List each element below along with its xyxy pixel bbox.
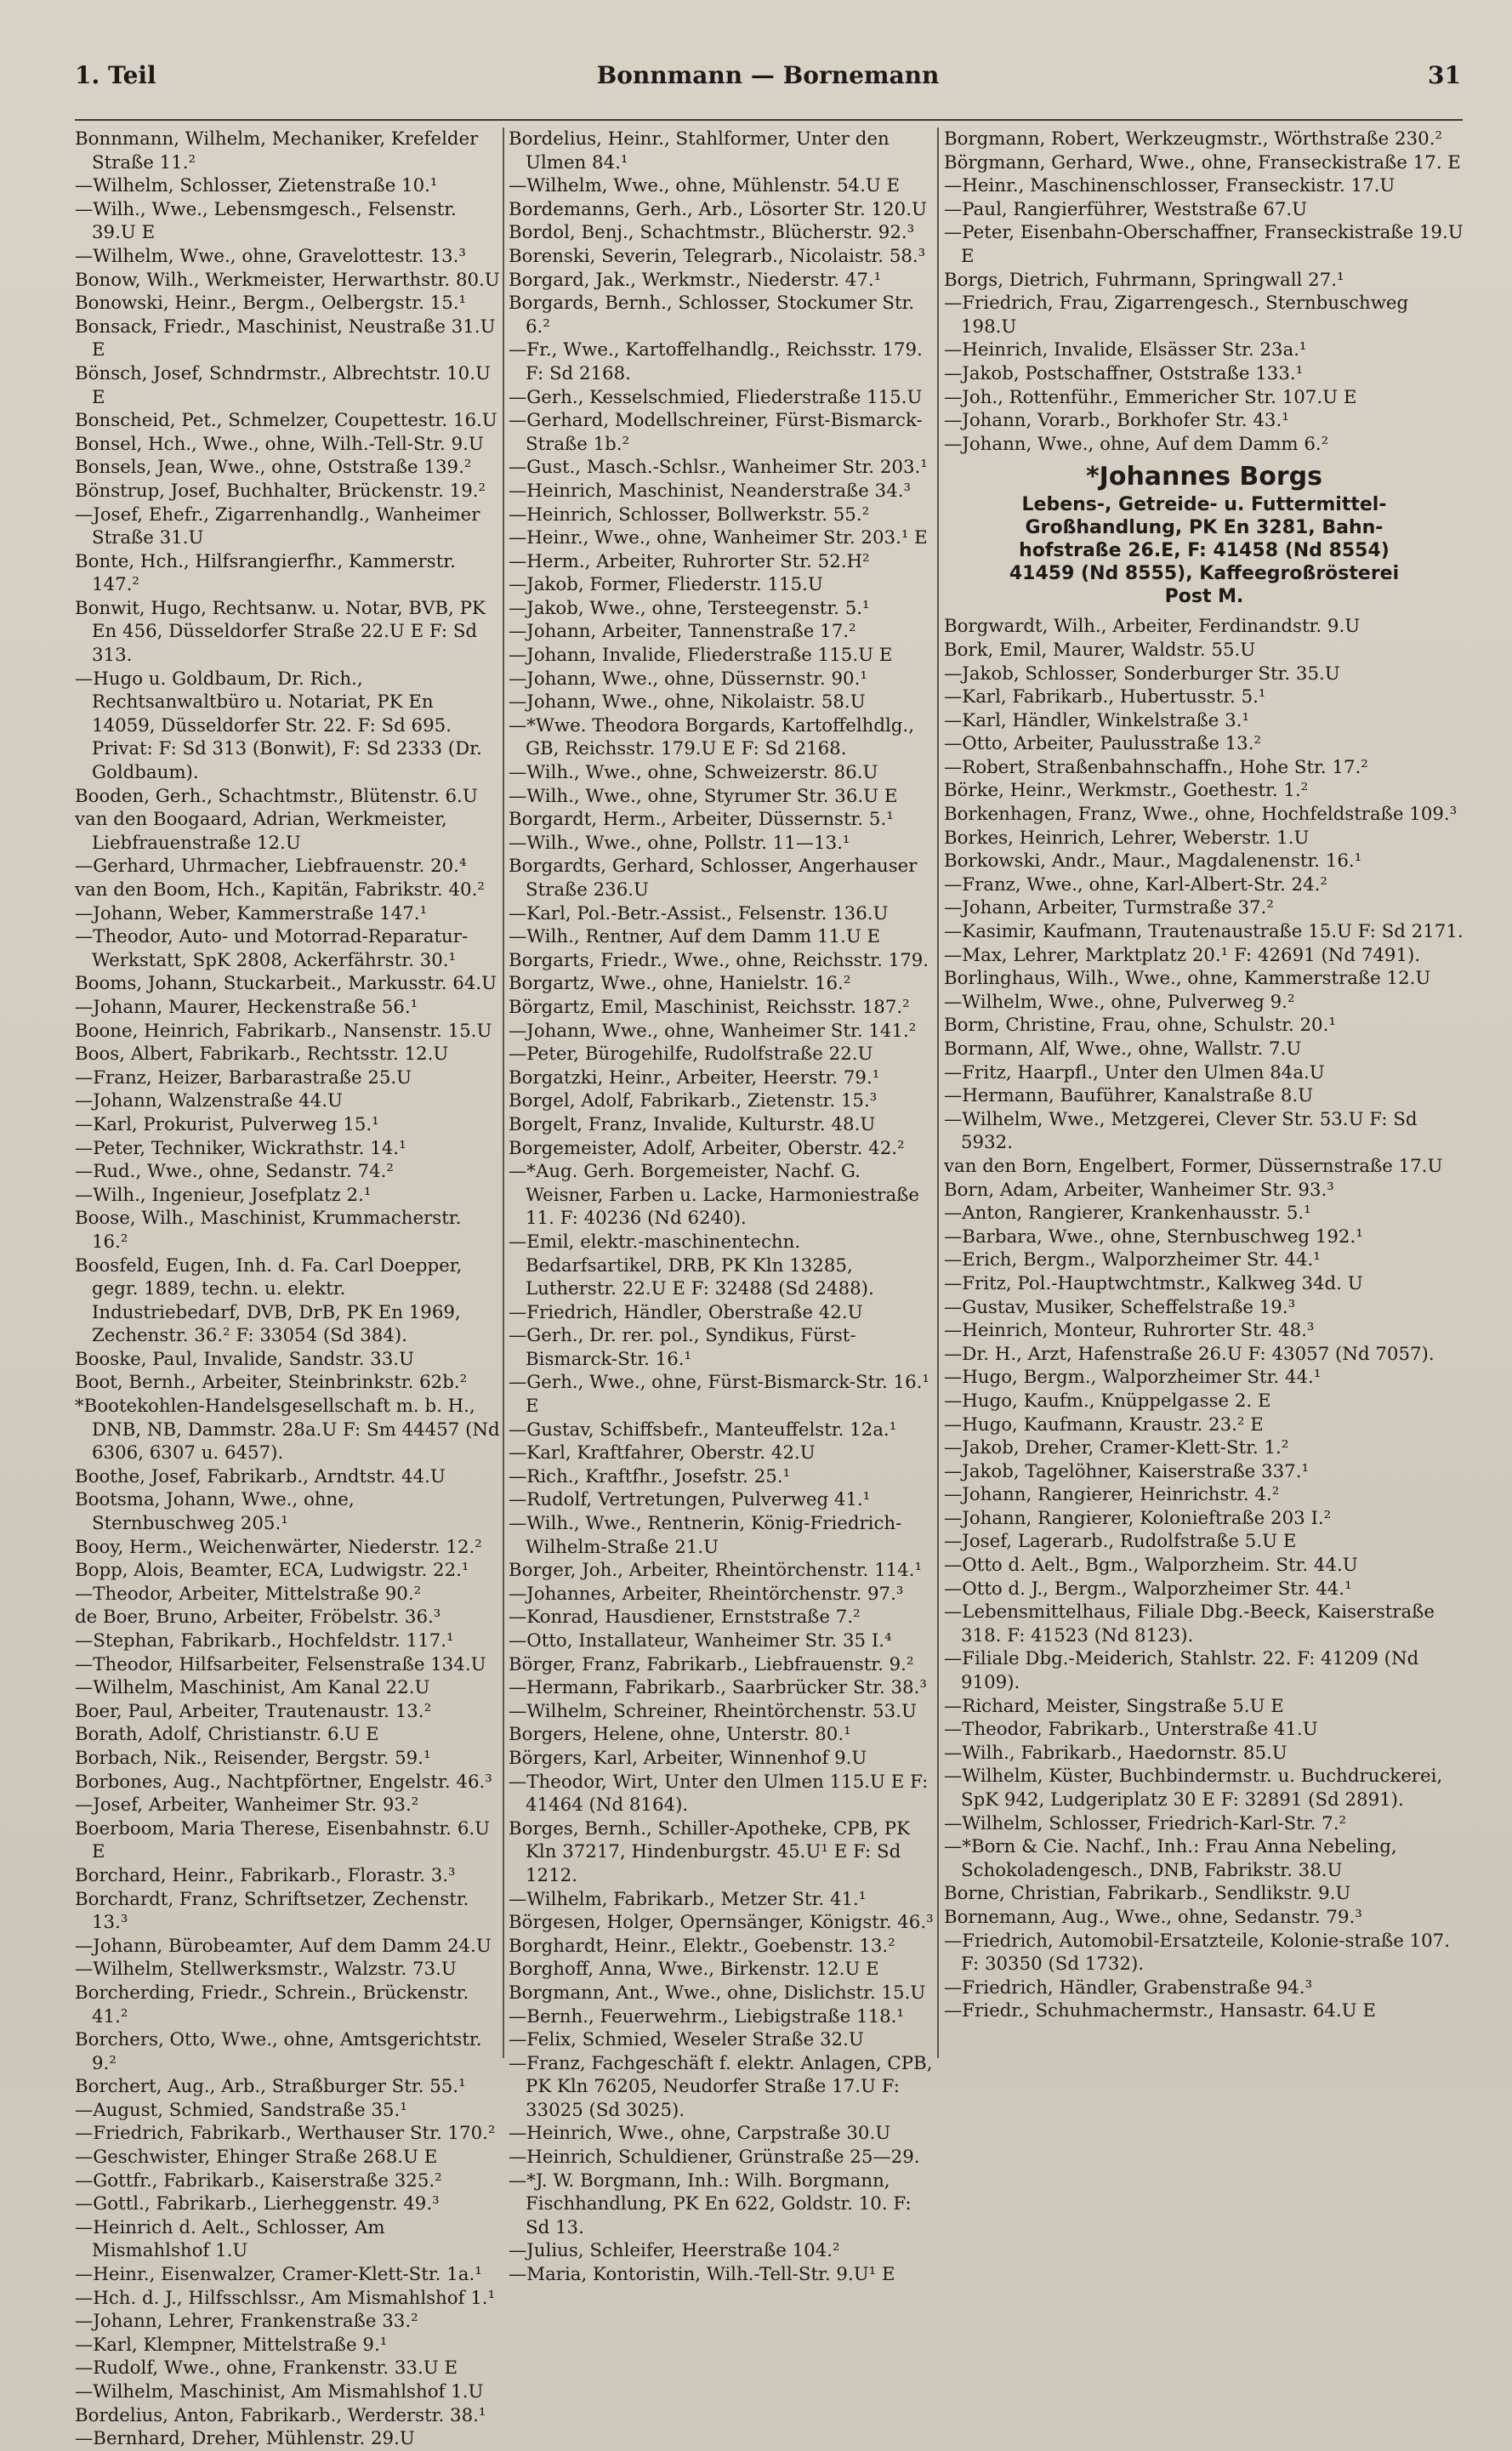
directory-entry: —Bernh., Feuerwehrm., Liebigstraße 118.¹	[509, 2005, 904, 2027]
directory-entry: —Theodor, Hilfsarbeiter, Felsenstraße 134.U	[75, 1653, 486, 1675]
directory-entry: —Franz, Heizer, Barbarastraße 25.U	[75, 1066, 412, 1089]
directory-entry: —Friedrich, Frau, Zigarrengesch., Sternbuschweg 198.U	[944, 293, 1409, 338]
directory-entry: —Wilh., Ingenieur, Josefplatz 2.¹	[75, 1184, 372, 1206]
directory-entry: Bordelius, Heinr., Stahlformer, Unter den Ulmen 84.¹	[509, 128, 890, 173]
page-title: Bonnmann — Bornemann	[596, 61, 940, 89]
directory-entry: —Peter, Eisenbahn-Oberschaffner, Franseckistraße 19.U E	[944, 222, 1464, 267]
directory-entry: —Johann, Wwe., ohne, Wanheimer Str. 141.²	[509, 1020, 917, 1042]
directory-entry: —Maria, Kontoristin, Wilh.-Tell-Str. 9.U¹ E	[509, 2264, 895, 2286]
directory-entry: van den Born, Engelbert, Former, Düssernstraße 17.U	[944, 1155, 1443, 1177]
ad-line: Lebens-, Getreide- u. Futtermittel-	[1021, 494, 1387, 516]
directory-entry: Bormann, Alf, Wwe., ohne, Wallstr. 7.U	[944, 1038, 1302, 1060]
directory-entry: —Fr., Wwe., Kartoffelhandlg., Reichsstr. 179. F: Sd 2168.	[509, 339, 923, 384]
directory-entry: Borgers, Helene, ohne, Unterstr. 80.¹	[509, 1724, 851, 1746]
directory-entry: Borlinghaus, Wilh., Wwe., ohne, Kammerstraße 12.U	[944, 968, 1431, 990]
directory-entry: —Peter, Techniker, Wickrathstr. 14.¹	[75, 1137, 406, 1159]
directory-entry: —Johann, Wwe., ohne, Düssernstr. 90.¹	[509, 668, 867, 690]
directory-entry: —Stephan, Fabrikarb., Hochfeldstr. 117.¹	[75, 1630, 454, 1652]
directory-entry: Borchard, Heinr., Fabrikarb., Florastr. 3.³	[75, 1864, 456, 1886]
directory-entry: —Gerh., Kesselschmied, Fliederstraße 115.U	[509, 386, 923, 408]
directory-entry: —Rudolf, Wwe., ohne, Frankenstr. 33.U E	[75, 2357, 458, 2380]
directory-entry: —Johann, Bürobeamter, Auf dem Damm 24.U	[75, 1935, 492, 1957]
directory-entry: —Friedrich, Händler, Oberstraße 42.U	[509, 1301, 863, 1323]
column-divider	[937, 128, 939, 2058]
directory-entry: Borger, Joh., Arbeiter, Rheintörchenstr. 114.¹	[509, 1560, 923, 1582]
directory-entry: —Johann, Arbeiter, Tannenstraße 17.²	[509, 621, 856, 643]
directory-entry: —Robert, Straßenbahnschaffn., Hohe Str. 17.²	[944, 756, 1368, 778]
directory-entry: —Anton, Rangierer, Krankenhausstr. 5.¹	[944, 1203, 1311, 1225]
directory-entry: —Heinrich, Schlosser, Bollwerkstr. 55.²	[509, 503, 870, 526]
directory-entry: —*Aug. Gerh. Borgemeister, Nachf. G. Weisner, Farben u. Lacke, Harmoniestraße 11. F: 40236 (Nd 6240).	[509, 1161, 919, 1230]
page-number: 31	[1428, 61, 1461, 89]
directory-entry: Bopp, Alois, Beamter, ECA, Ludwigstr. 22.¹	[75, 1560, 469, 1582]
directory-entry: Borbones, Aug., Nachtpförtner, Engelstr. 46.³	[75, 1771, 492, 1793]
directory-entry: —Wilhelm, Fabrikarb., Metzer Str. 41.¹	[509, 1888, 867, 1910]
directory-entry: Borgmann, Ant., Wwe., ohne, Dislichstr. 15.U	[509, 1982, 926, 2004]
directory-entry: —Hugo, Kaufm., Knüppelgasse 2. E	[944, 1390, 1271, 1412]
directory-entry: Borgard, Jak., Werkmstr., Niederstr. 47.¹	[509, 269, 882, 291]
directory-entry: Boose, Wilh., Maschinist, Krummacherstr. 16.²	[75, 1208, 462, 1253]
directory-entry: Borkenhagen, Franz, Wwe., ohne, Hochfeldstraße 109.³	[944, 804, 1458, 826]
directory-entry: —Theodor, Wirt, Unter den Ulmen 115.U E F: 41464 (Nd 8164).	[509, 1771, 929, 1817]
directory-entry: Borgwardt, Wilh., Arbeiter, Ferdinandstr. 9.U	[944, 616, 1361, 638]
directory-entry: —Karl, Händler, Winkelstraße 3.¹	[944, 709, 1250, 731]
directory-entry: Borgmann, Robert, Werkzeugmstr., Wörthstraße 230.²	[944, 128, 1443, 150]
directory-entry: —Wilh., Wwe., Lebensmgesch., Felsenstr. 39.U E	[75, 198, 457, 244]
directory-entry: —Herm., Arbeiter, Ruhrorter Str. 52.H²	[509, 550, 870, 572]
directory-entry: Borghardt, Heinr., Elektr., Goebenstr. 13.²	[509, 1935, 895, 1957]
directory-entry: Bonowski, Heinr., Bergm., Oelbergstr. 15.¹	[75, 293, 467, 315]
directory-entry: Borgatzki, Heinr., Arbeiter, Heerstr. 79.¹	[509, 1066, 880, 1089]
directory-entry: Börgartz, Emil, Maschinist, Reichsstr. 187.²	[509, 996, 910, 1018]
directory-entry: —Gustav, Schiffsbefr., Manteuffelstr. 12a.¹	[509, 1419, 897, 1441]
directory-entry: —Kasimir, Kaufmann, Trautenaustraße 15.U F: Sd 2171.	[944, 921, 1464, 943]
directory-entry: —Johann, Wwe., ohne, Auf dem Damm 6.²	[944, 433, 1329, 455]
directory-entry: —Theodor, Fabrikarb., Unterstraße 41.U	[944, 1719, 1318, 1741]
directory-entry: —Gottl., Fabrikarb., Lierheggenstr. 49.³	[75, 2193, 440, 2215]
directory-entry: Bork, Emil, Maurer, Waldstr. 55.U	[944, 639, 1256, 661]
directory-entry: —Rudolf, Vertretungen, Pulverweg 41.¹	[509, 1489, 871, 1511]
directory-entry: —Hch. d. J., Hilfsschlssr., Am Mismahlshof 1.¹	[75, 2287, 496, 2309]
directory-entry: —Josef, Ehefr., Zigarrenhandlg., Wanheimer Straße 31.U	[75, 503, 480, 549]
directory-entry: —Heinrich, Invalide, Elsässer Str. 23a.¹	[944, 339, 1307, 361]
directory-entry: —Heinrich, Monteur, Ruhrorter Str. 48.³	[944, 1320, 1315, 1342]
directory-entry: Borne, Christian, Fabrikarb., Sendlikstr. 9.U	[944, 1883, 1351, 1905]
directory-entry: Borgemeister, Adolf, Arbeiter, Oberstr. 42.²	[509, 1137, 905, 1159]
directory-entry: —Julius, Schleifer, Heerstraße 104.²	[509, 2240, 840, 2262]
directory-entry: —Theodor, Auto- und Motorrad-Reparatur-Werkstatt, SpK 2808, Ackerfährstr. 30.¹	[75, 926, 469, 971]
column-divider	[503, 128, 504, 2058]
directory-entry: Bonsels, Jean, Wwe., ohne, Oststraße 139.²	[75, 457, 472, 479]
directory-entry: —Gust., Masch.-Schlsr., Wanheimer Str. 203.¹	[509, 457, 928, 479]
directory-entry: Borkowski, Andr., Maur., Magdalenenstr. 16.¹	[944, 850, 1362, 873]
directory-entry: Boone, Heinrich, Fabrikarb., Nansenstr. 15.U	[75, 1020, 492, 1042]
directory-entry: Borghoff, Anna, Wwe., Birkenstr. 12.U E	[509, 1959, 879, 1981]
directory-entry: Borgarts, Friedr., Wwe., ohne, Reichsstr. 179.	[509, 949, 929, 971]
directory-entry: —Hugo u. Goldbaum, Dr. Rich., Rechtsanwaltbüro u. Notariat, PK En 14059, Düsseldorfer Str. 22. F: Sd 695. Privat: F: Sd 313 (Bonwit), F: Sd 2333 (Dr. Goldbaum).	[75, 668, 482, 784]
directory-entry: —Wilhelm, Maschinist, Am Kanal 22.U	[75, 1677, 430, 1699]
directory-entry: —Johann, Rangierer, Kolonieftraße 203 I.²	[944, 1507, 1332, 1529]
directory-entry: —Otto d. J., Bergm., Walporzheimer Str. 44.¹	[944, 1578, 1352, 1600]
directory-entry: —Heinrich d. Aelt., Schlosser, Am Mismahlshof 1.U	[75, 2216, 385, 2262]
directory-entry: —Johann, Lehrer, Frankenstraße 33.²	[75, 2311, 418, 2333]
directory-entry: Bornemann, Aug., Wwe., ohne, Sedanstr. 79.³	[944, 1906, 1362, 1928]
directory-entry: de Boer, Bruno, Arbeiter, Fröbelstr. 36.³	[75, 1607, 441, 1629]
directory-entry: Borbach, Nik., Reisender, Bergstr. 59.¹	[75, 1747, 431, 1769]
directory-entry: —Paul, Rangierführer, Weststraße 67.U	[944, 198, 1308, 220]
directory-entry: Born, Adam, Arbeiter, Wanheimer Str. 93.³	[944, 1179, 1334, 1201]
directory-entry: —Wilh., Rentner, Auf dem Damm 11.U E	[509, 926, 881, 948]
ad-line: Großhandlung, PK En 3281, Bahn-	[1025, 517, 1384, 539]
column-3-bottom	[944, 615, 1464, 2023]
directory-entry: —Richard, Meister, Singstraße 5.U E	[944, 1695, 1284, 1717]
column-3-top	[944, 128, 1464, 456]
directory-entry: —Fritz, Haarpfl., Unter den Ulmen 84a.U	[944, 1061, 1325, 1083]
directory-entry: —Jakob, Postschaffner, Oststraße 133.¹	[944, 362, 1304, 384]
directory-entry: Boerboom, Maria Therese, Eisenbahnstr. 6.U E	[75, 1817, 491, 1863]
directory-entry: Boot, Bernh., Arbeiter, Steinbrinkstr. 62b.²	[75, 1372, 468, 1394]
directory-entry: —Karl, Fabrikarb., Hubertusstr. 5.¹	[944, 686, 1266, 708]
directory-entry: Bonsel, Hch., Wwe., ohne, Wilh.-Tell-Str. 9.U	[75, 433, 484, 455]
directory-entry: Borchers, Otto, Wwe., ohne, Amtsgerichtstr. 9.²	[75, 2029, 482, 2074]
directory-entry: Bonwit, Hugo, Rechtsanw. u. Notar, BVB, PK En 456, Düsseldorfer Straße 22.U E F: Sd 313.	[75, 597, 486, 667]
directory-entry: —Heinrich, Schuldiener, Grünstraße 25—29.	[509, 2147, 920, 2169]
directory-entry: Borath, Adolf, Christianstr. 6.U E	[75, 1724, 379, 1746]
directory-entry: Boer, Paul, Arbeiter, Trautenaustr. 13.²	[75, 1700, 432, 1722]
directory-entry: Bönstrup, Josef, Buchhalter, Brückenstr. 19.²	[75, 480, 486, 502]
directory-entry: —Bernhard, Dreher, Mühlenstr. 29.U	[75, 2428, 415, 2450]
directory-entry: *Bootekohlen-Handelsgesellschaft m. b. H., DNB, NB, Dammstr. 28a.U F: Sm 44457 (Nd 6306, 6307 u. 6457).	[75, 1396, 500, 1464]
directory-entry: —Gerhard, Uhrmacher, Liebfrauenstr. 20.⁴	[75, 856, 467, 878]
directory-entry: Bonnmann, Wilhelm, Mechaniker, Krefelder Straße 11.²	[75, 128, 479, 173]
directory-entry: —Wilhelm, Küster, Buchbindermstr. u. Buchdruckerei, SpK 942, Ludgeriplatz 30 E F: 32891 (Sd 2891).	[944, 1766, 1443, 1811]
directory-entry: —Felix, Schmied, Weseler Straße 32.U	[509, 2029, 864, 2051]
directory-entry: —Gerhard, Modellschreiner, Fürst-Bismarck-Straße 1b.²	[509, 410, 923, 455]
directory-entry: Boosfeld, Eugen, Inh. d. Fa. Carl Doepper, gegr. 1889, techn. u. elektr. Industriebedarf, DVB, DrB, PK En 1969, Zechenstr. 36.² F: 33054 (Sd 384).	[75, 1254, 463, 1347]
directory-entry: —Wilhelm, Schlosser, Zietenstraße 10.¹	[75, 175, 438, 197]
directory-entry: Borgelt, Franz, Invalide, Kulturstr. 48.U	[509, 1113, 876, 1135]
directory-entry: Börgers, Karl, Arbeiter, Winnenhof 9.U	[509, 1747, 867, 1769]
directory-entry: —Heinr., Maschinenschlosser, Franseckistr. 17.U	[944, 175, 1395, 197]
directory-entry: —Heinrich, Wwe., ohne, Carpstraße 30.U	[509, 2123, 891, 2145]
directory-entry: Borges, Bernh., Schiller-Apotheke, CPB, PK Kln 37217, Hindenburgstr. 45.U¹ E F: Sd 1212.	[509, 1817, 910, 1886]
directory-entry: —Wilh., Fabrikarb., Haedornstr. 85.U	[944, 1742, 1287, 1764]
directory-entry: Borchert, Aug., Arb., Straßburger Str. 55.¹	[75, 2076, 466, 2098]
directory-entry: —Heinrich, Maschinist, Neanderstraße 34.³	[509, 480, 912, 502]
directory-entry: —Johann, Weber, Kammerstraße 147.¹	[75, 902, 428, 924]
directory-entry: —Heinr., Wwe., ohne, Wanheimer Str. 203.¹ E	[509, 527, 928, 549]
directory-entry: Bordol, Benj., Schachtmstr., Blücherstr. 92.³	[509, 222, 915, 244]
directory-entry: —Josef, Arbeiter, Wanheimer Str. 93.²	[75, 1794, 419, 1817]
directory-entry: —Wilh., Wwe., ohne, Styrumer Str. 36.U E	[509, 785, 898, 807]
directory-entry: —*J. W. Borgmann, Inh.: Wilh. Borgmann, Fischhandlung, PK En 622, Goldstr. 10. F: Sd 13.	[509, 2170, 912, 2238]
directory-entry: Borgards, Bernh., Schlosser, Stockumer Str. 6.²	[509, 293, 915, 338]
directory-entry: —Johann, Arbeiter, Turmstraße 37.²	[944, 897, 1274, 919]
directory-entry: —Johann, Vorarb., Borkhofer Str. 43.¹	[944, 410, 1289, 432]
directory-entry: Booden, Gerh., Schachtmstr., Blütenstr. 6.U	[75, 785, 478, 807]
directory-entry: —Filiale Dbg.-Meiderich, Stahlstr. 22. F: 41209 (Nd 9109).	[944, 1648, 1419, 1694]
directory-entry: Borenski, Severin, Telegrarb., Nicolaistr. 58.³	[509, 245, 926, 267]
section-label: 1. Teil	[75, 61, 156, 89]
directory-entry: —Friedrich, Automobil-Ersatzteile, Kolonie-straße 107. F: 30350 (Sd 1732).	[944, 1930, 1450, 1976]
header-rule	[75, 119, 1463, 121]
directory-entry: Bonte, Hch., Hilfsrangierfhr., Kammerstr. 147.²	[75, 550, 456, 596]
directory-entry: —*Born & Cie. Nachf., Inh.: Frau Anna Nebeling, Schokoladengesch., DNB, Fabrikstr. 38.U	[944, 1836, 1397, 1881]
directory-entry: —Hermann, Bauführer, Kanalstraße 8.U	[944, 1085, 1314, 1107]
directory-entry: —Friedrich, Fabrikarb., Werthauser Str. 170.²	[75, 2123, 496, 2145]
directory-entry: —Wilhelm, Wwe., ohne, Gravelottestr. 13.³	[75, 245, 466, 267]
directory-entry: —Karl, Pol.-Betr.-Assist., Felsenstr. 136.U	[509, 902, 889, 924]
directory-entry: —Friedrich, Händler, Grabenstraße 94.³	[944, 1976, 1313, 1999]
directory-entry: Booy, Herm., Weichenwärter, Niederstr. 12.²	[75, 1536, 482, 1558]
directory-entry: —Otto, Arbeiter, Paulusstraße 13.²	[944, 733, 1261, 755]
directory-entry: —Rud., Wwe., ohne, Sedanstr. 74.²	[75, 1161, 394, 1183]
ad-company-name: *Johannes Borgs	[1085, 462, 1323, 492]
column-1	[75, 128, 500, 2450]
directory-entry: —Lebensmittelhaus, Filiale Dbg.-Beeck, Kaiserstraße 318. F: 41523 (Nd 8123).	[944, 1601, 1435, 1646]
directory-entry: —Barbara, Wwe., ohne, Sternbuschweg 192.¹	[944, 1226, 1363, 1248]
directory-entry: —Wilhelm, Stellwerksmstr., Walzstr. 73.U	[75, 1959, 457, 1981]
directory-entry: —Theodor, Arbeiter, Mittelstraße 90.²	[75, 1583, 422, 1605]
directory-entry: —Josef, Lagerarb., Rudolfstraße 5.U E	[944, 1531, 1297, 1553]
page-header	[75, 61, 1461, 112]
directory-entry: —Johann, Walzenstraße 44.U	[75, 1090, 343, 1112]
directory-entry: Boos, Albert, Fabrikarb., Rechtsstr. 12.U	[75, 1044, 449, 1066]
directory-entry: —Franz, Fachgeschäft f. elektr. Anlagen, CPB, PK Kln 76205, Neudorfer Straße 17.U F: 33025 (Sd 3025).	[509, 2052, 933, 2121]
directory-entry: Börke, Heinr., Werkmstr., Goethestr. 1.²	[944, 780, 1309, 802]
directory-entry: van den Boom, Hch., Kapitän, Fabrikstr. 40.²	[75, 879, 485, 901]
directory-entry: —Johannes, Arbeiter, Rheintörchenstr. 97.³	[509, 1583, 904, 1605]
directory-entry: Bonow, Wilh., Werkmeister, Herwarthstr. 80.U	[75, 269, 500, 291]
directory-entry: —Konrad, Hausdiener, Ernststraße 7.²	[509, 1607, 861, 1629]
directory-entry: Booske, Paul, Invalide, Sandstr. 33.U	[75, 1348, 414, 1370]
directory-entry: —Rich., Kraftfhr., Josefstr. 25.¹	[509, 1465, 791, 1487]
directory-entry: —Gottfr., Fabrikarb., Kaiserstraße 325.²	[75, 2170, 442, 2192]
directory-entry: —Erich, Bergm., Walporzheimer Str. 44.¹	[944, 1249, 1321, 1271]
directory-entry: Bonsack, Friedr., Maschinist, Neustraße 31.U E	[75, 316, 496, 361]
directory-entry: —Wilhelm, Wwe., Metzgerei, Clever Str. 53.U F: Sd 5932.	[944, 1108, 1418, 1154]
directory-entry: —Geschwister, Ehinger Straße 268.U E	[75, 2147, 438, 2169]
directory-entry: —Wilhelm, Wwe., ohne, Pulverweg 9.²	[944, 991, 1295, 1013]
directory-entry: Borgardts, Gerhard, Schlosser, Angerhauser Straße 236.U	[509, 856, 918, 901]
directory-entry: —Karl, Prokurist, Pulverweg 15.¹	[75, 1113, 379, 1135]
directory-entry: —Jakob, Former, Fliederstr. 115.U	[509, 574, 823, 596]
directory-entry: —Gustav, Musiker, Scheffelstraße 19.³	[944, 1296, 1296, 1318]
directory-entry: van den Boogaard, Adrian, Werkmeister, Liebfrauenstraße 12.U	[75, 809, 447, 854]
directory-entry: —Wilh., Wwe., ohne, Pollstr. 11—13.¹	[509, 832, 850, 854]
directory-entry: Börger, Franz, Fabrikarb., Liebfrauenstr. 9.²	[509, 1653, 914, 1675]
directory-entry: Bönsch, Josef, Schndrmstr., Albrechtstr. 10.U E	[75, 362, 491, 408]
directory-entry: —Wilhelm, Maschinist, Am Mismahlshof 1.U	[75, 2381, 484, 2403]
directory-entry: —Jakob, Tagelöhner, Kaiserstraße 337.¹	[944, 1460, 1310, 1482]
directory-entry: —Heinr., Eisenwalzer, Cramer-Klett-Str. 1a.¹	[75, 2264, 482, 2286]
directory-entry: Borgartz, Wwe., ohne, Hanielstr. 16.²	[509, 973, 851, 995]
ad-line: hofstraße 26.E, F: 41458 (Nd 8554)	[1019, 540, 1390, 562]
directory-entry: Booms, Johann, Stuckarbeit., Markusstr. 64.U	[75, 973, 497, 995]
directory-entry: Borgs, Dietrich, Fuhrmann, Springwall 27.¹	[944, 269, 1344, 291]
directory-entry: —Hugo, Kaufmann, Kraustr. 23.² E	[944, 1413, 1264, 1436]
directory-entry: —Franz, Wwe., ohne, Karl-Albert-Str. 24.²	[944, 873, 1327, 896]
directory-entry: Bordelius, Anton, Fabrikarb., Werderstr. 38.¹	[75, 2404, 486, 2426]
directory-entry: —Karl, Kraftfahrer, Oberstr. 42.U	[509, 1442, 816, 1464]
directory-entry: Börgmann, Gerhard, Wwe., ohne, Franseckistraße 17. E	[944, 151, 1461, 173]
directory-entry: —Fritz, Pol.-Hauptwchtmstr., Kalkweg 34d. U	[944, 1272, 1363, 1294]
directory-entry: —Wilh., Wwe., Rentnerin, König-Friedrich-Wilhelm-Straße 21.U	[509, 1513, 902, 1558]
directory-entry: —Peter, Bürogehilfe, Rudolfstraße 22.U	[509, 1044, 873, 1066]
directory-entry: Boothe, Josef, Fabrikarb., Arndtstr. 44.U	[75, 1465, 446, 1487]
directory-entry: —Johann, Rangierer, Heinrichstr. 4.²	[944, 1484, 1280, 1506]
directory-entry: —Karl, Klempner, Mittelstraße 9.¹	[75, 2334, 388, 2356]
directory-entry: Bootsma, Johann, Wwe., ohne, Sternbuschweg 205.¹	[75, 1489, 355, 1535]
directory-entry: Borkes, Heinrich, Lehrer, Weberstr. 1.U	[944, 827, 1310, 849]
directory-entry: —Friedr., Schuhmachermstr., Hansastr. 64.U E	[944, 2000, 1376, 2022]
directory-entry: —Gerh., Wwe., ohne, Fürst-Bismarck-Str. 16.¹ E	[509, 1372, 929, 1418]
directory-entry: —Otto d. Aelt., Bgm., Walporzheim. Str. 44.U	[944, 1555, 1358, 1577]
directory-entry: —Johann, Wwe., ohne, Nikolaistr. 58.U	[509, 691, 866, 714]
directory-entry: —Johann, Maurer, Heckenstraße 56.¹	[75, 996, 418, 1018]
directory-entry: Börgesen, Holger, Opernsänger, Königstr. 46.³	[509, 1912, 934, 1934]
ad-line: Post M.	[1164, 586, 1244, 608]
directory-entry: —Jakob, Dreher, Cramer-Klett-Str. 1.²	[944, 1437, 1289, 1459]
directory-entry: —Jakob, Wwe., ohne, Tersteegenstr. 5.¹	[509, 597, 870, 619]
directory-entry: —Wilhelm, Schlosser, Friedrich-Karl-Str. 7.²	[944, 1812, 1347, 1834]
directory-entry: —Otto, Installateur, Wanheimer Str. 35 I.⁴	[509, 1630, 892, 1652]
directory-entry: —Dr. H., Arzt, Hafenstraße 26.U F: 43057 (Nd 7057).	[944, 1343, 1435, 1365]
directory-entry: Borm, Christine, Frau, ohne, Schulstr. 20.¹	[944, 1015, 1336, 1037]
directory-entry: —*Wwe. Theodora Borgards, Kartoffelhdlg., GB, Reichsstr. 179.U E F: Sd 2168.	[509, 714, 914, 760]
directory-entry: —August, Schmied, Sandstraße 35.¹	[75, 2099, 407, 2121]
directory-entry: —Joh., Rottenführ., Emmericher Str. 107.U E	[944, 386, 1357, 408]
directory-entry: Bordemanns, Gerh., Arb., Lösorter Str. 120.U	[509, 198, 927, 220]
advertisement-block	[944, 461, 1464, 608]
directory-entry: —Jakob, Schlosser, Sonderburger Str. 35.U	[944, 663, 1340, 685]
column-2	[509, 128, 934, 2286]
directory-entry: Borgardt, Herm., Arbeiter, Düssernstr. 5.¹	[509, 809, 894, 831]
directory-entry: —Max, Lehrer, Marktplatz 20.¹ F: 42691 (Nd 7491).	[944, 944, 1421, 966]
directory-entry: —Wilhelm, Schreiner, Rheintörchenstr. 53.U	[509, 1700, 917, 1722]
directory-entry: —Hugo, Bergm., Walporzheimer Str. 44.¹	[944, 1367, 1322, 1389]
directory-entry: —Emil, elektr.-maschinentechn. Bedarfsartikel, DRB, PK Kln 13285, Lutherstr. 22.U E F: 32488 (Sd 2488).	[509, 1231, 874, 1300]
directory-entry: Bonscheid, Pet., Schmelzer, Coupettestr. 16.U	[75, 410, 497, 432]
ad-line: 41459 (Nd 8555), Kaffeegroßrösterei	[1009, 563, 1400, 585]
directory-entry: Borgel, Adolf, Fabrikarb., Zietenstr. 15.³	[509, 1090, 878, 1112]
directory-entry: —Wilhelm, Wwe., ohne, Mühlenstr. 54.U E	[509, 175, 901, 197]
column-3	[944, 128, 1464, 2058]
directory-entry: —Johann, Invalide, Fliederstraße 115.U E	[509, 645, 893, 667]
directory-entry: Borchardt, Franz, Schriftsetzer, Zechenstr. 13.³	[75, 1888, 469, 1934]
directory-entry: —Gerh., Dr. rer. pol., Syndikus, Fürst-Bismarck-Str. 16.¹	[509, 1325, 856, 1370]
directory-entry: —Hermann, Fabrikarb., Saarbrücker Str. 38.³	[509, 1677, 927, 1699]
directory-entry: —Wilh., Wwe., ohne, Schweizerstr. 86.U	[509, 762, 878, 784]
directory-entry: Borcherding, Friedr., Schrein., Brückenstr. 41.²	[75, 1982, 469, 2027]
